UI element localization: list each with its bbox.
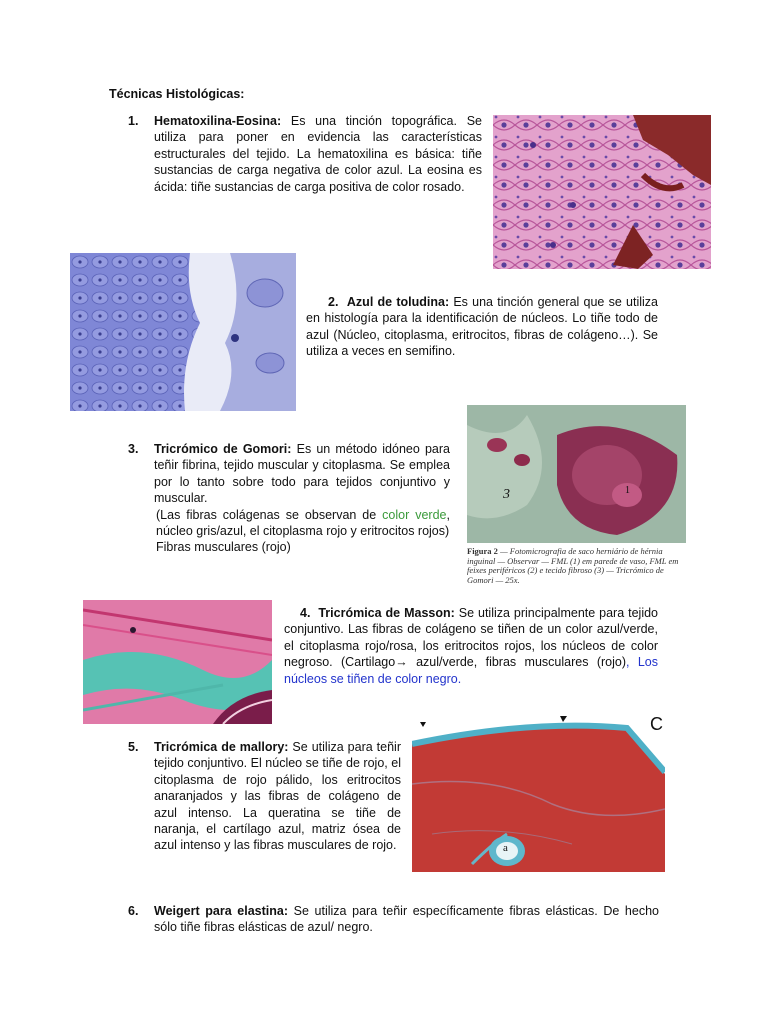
item-text: Se utiliza principalmente para tejido conjuntivo. Las fibras de colágeno se tiñen de un color azul/verde, el citoplasma rojo/rosa, los eritrocitos rojos, los núcleos de color negroso. (Cartilago bbox=[284, 606, 659, 670]
item-number: 2. bbox=[328, 295, 339, 309]
figure-label-3: 3 bbox=[503, 487, 510, 502]
figure-label-c: C bbox=[650, 714, 663, 734]
item-text: Es una tinción general que se utiliza en histología para la identificación de núcleos. Lo tiñe todo de azul (Núcleo, citoplasma, eritrocitos, fibras de colágeno…). Se utiliza a veces en semifino. bbox=[306, 295, 659, 359]
caption-label: Figura 2 bbox=[467, 546, 498, 556]
item-name: Tricrómica de Masson: bbox=[318, 606, 455, 620]
item-name: Weigert para elastina: bbox=[154, 904, 288, 918]
item-masson bbox=[284, 605, 658, 687]
item-note2: Fibras musculares (rojo) bbox=[156, 540, 291, 555]
item-mallory bbox=[128, 739, 401, 854]
item-number: 6. bbox=[128, 904, 139, 918]
item-note-green: color verde bbox=[382, 507, 447, 522]
item-text: Se utiliza para teñir específicamente fibras elásticas. De hecho sólo tiñe fibras elásticas de azul/ negro. bbox=[154, 904, 659, 935]
item-text-c: , Los núcleos se tiñen de color negro. bbox=[284, 655, 658, 686]
gomori-micrograph bbox=[467, 405, 686, 543]
item-number: 5. bbox=[128, 740, 139, 754]
caption-text: — Fotomicrografia de saco herniário de hérnia inguinal — Observar — FML (1) em parede de vaso, FML em feixes periféricos (2) e tecido fibroso (3) — Tricrómico de Gomori — 25x. bbox=[467, 546, 679, 585]
masson-micrograph bbox=[83, 600, 272, 724]
gomori-caption bbox=[467, 547, 687, 585]
hematoxilina-eosina-micrograph bbox=[493, 115, 711, 269]
figure-label-1: 1 bbox=[625, 485, 630, 496]
item-note-suffix: , núcleo gris/azul, el citoplasma rojo y eritrocitos rojos) bbox=[156, 507, 450, 539]
item-number: 4. bbox=[300, 606, 311, 620]
item-note-prefix: (Las fibras colágenas se observan de bbox=[156, 507, 383, 522]
item-gomori bbox=[128, 441, 450, 556]
item-name: Tricrómico de Gomori: bbox=[154, 442, 292, 456]
item-weigert bbox=[128, 903, 659, 936]
item-text: Es una tinción topográfica. Se utiliza para poner en evidencia las características estructurales del tejido. La hematoxilina es básica: tiñe sustancias de carga negativa de color azul. La eosina es ácida: tiñe sustancias de carga positiva de color rosado. bbox=[154, 114, 482, 194]
figure-label-a: a bbox=[503, 842, 508, 854]
item-azul-toluidina bbox=[306, 294, 658, 360]
item-text-b: azul/verde, fibras musculares (rojo) bbox=[407, 655, 626, 670]
item-name: Hematoxilina-Eosina: bbox=[154, 114, 282, 128]
item-name: Azul de toludina: bbox=[346, 295, 450, 309]
azul-toluidina-micrograph bbox=[70, 253, 296, 411]
item-hematoxilina bbox=[128, 113, 482, 195]
mallory-micrograph bbox=[412, 714, 665, 872]
arrow-icon: → bbox=[395, 655, 408, 670]
item-number: 3. bbox=[128, 442, 139, 456]
item-text: Es un método idóneo para teñir fibrina, tejido muscular y citoplasma. Se emplea por lo tanto sobre todo para tejidos conjuntivo y muscular. bbox=[154, 442, 450, 506]
item-number: 1. bbox=[128, 114, 139, 128]
item-text: Se utiliza para teñir tejido conjuntivo. El núcleo se tiñe de rojo, el citoplasma de rojo pálido, los eritrocitos anaranjados y las fibras de colágeno de azul intenso. La queratina se tiñe de naranja, el cartílago azul, matriz ósea de azul intenso y las fibras musculares de rojo. bbox=[154, 740, 401, 853]
item-name: Tricrómica de mallory: bbox=[154, 740, 289, 754]
page-title: Técnicas Histológicas: bbox=[109, 87, 245, 101]
